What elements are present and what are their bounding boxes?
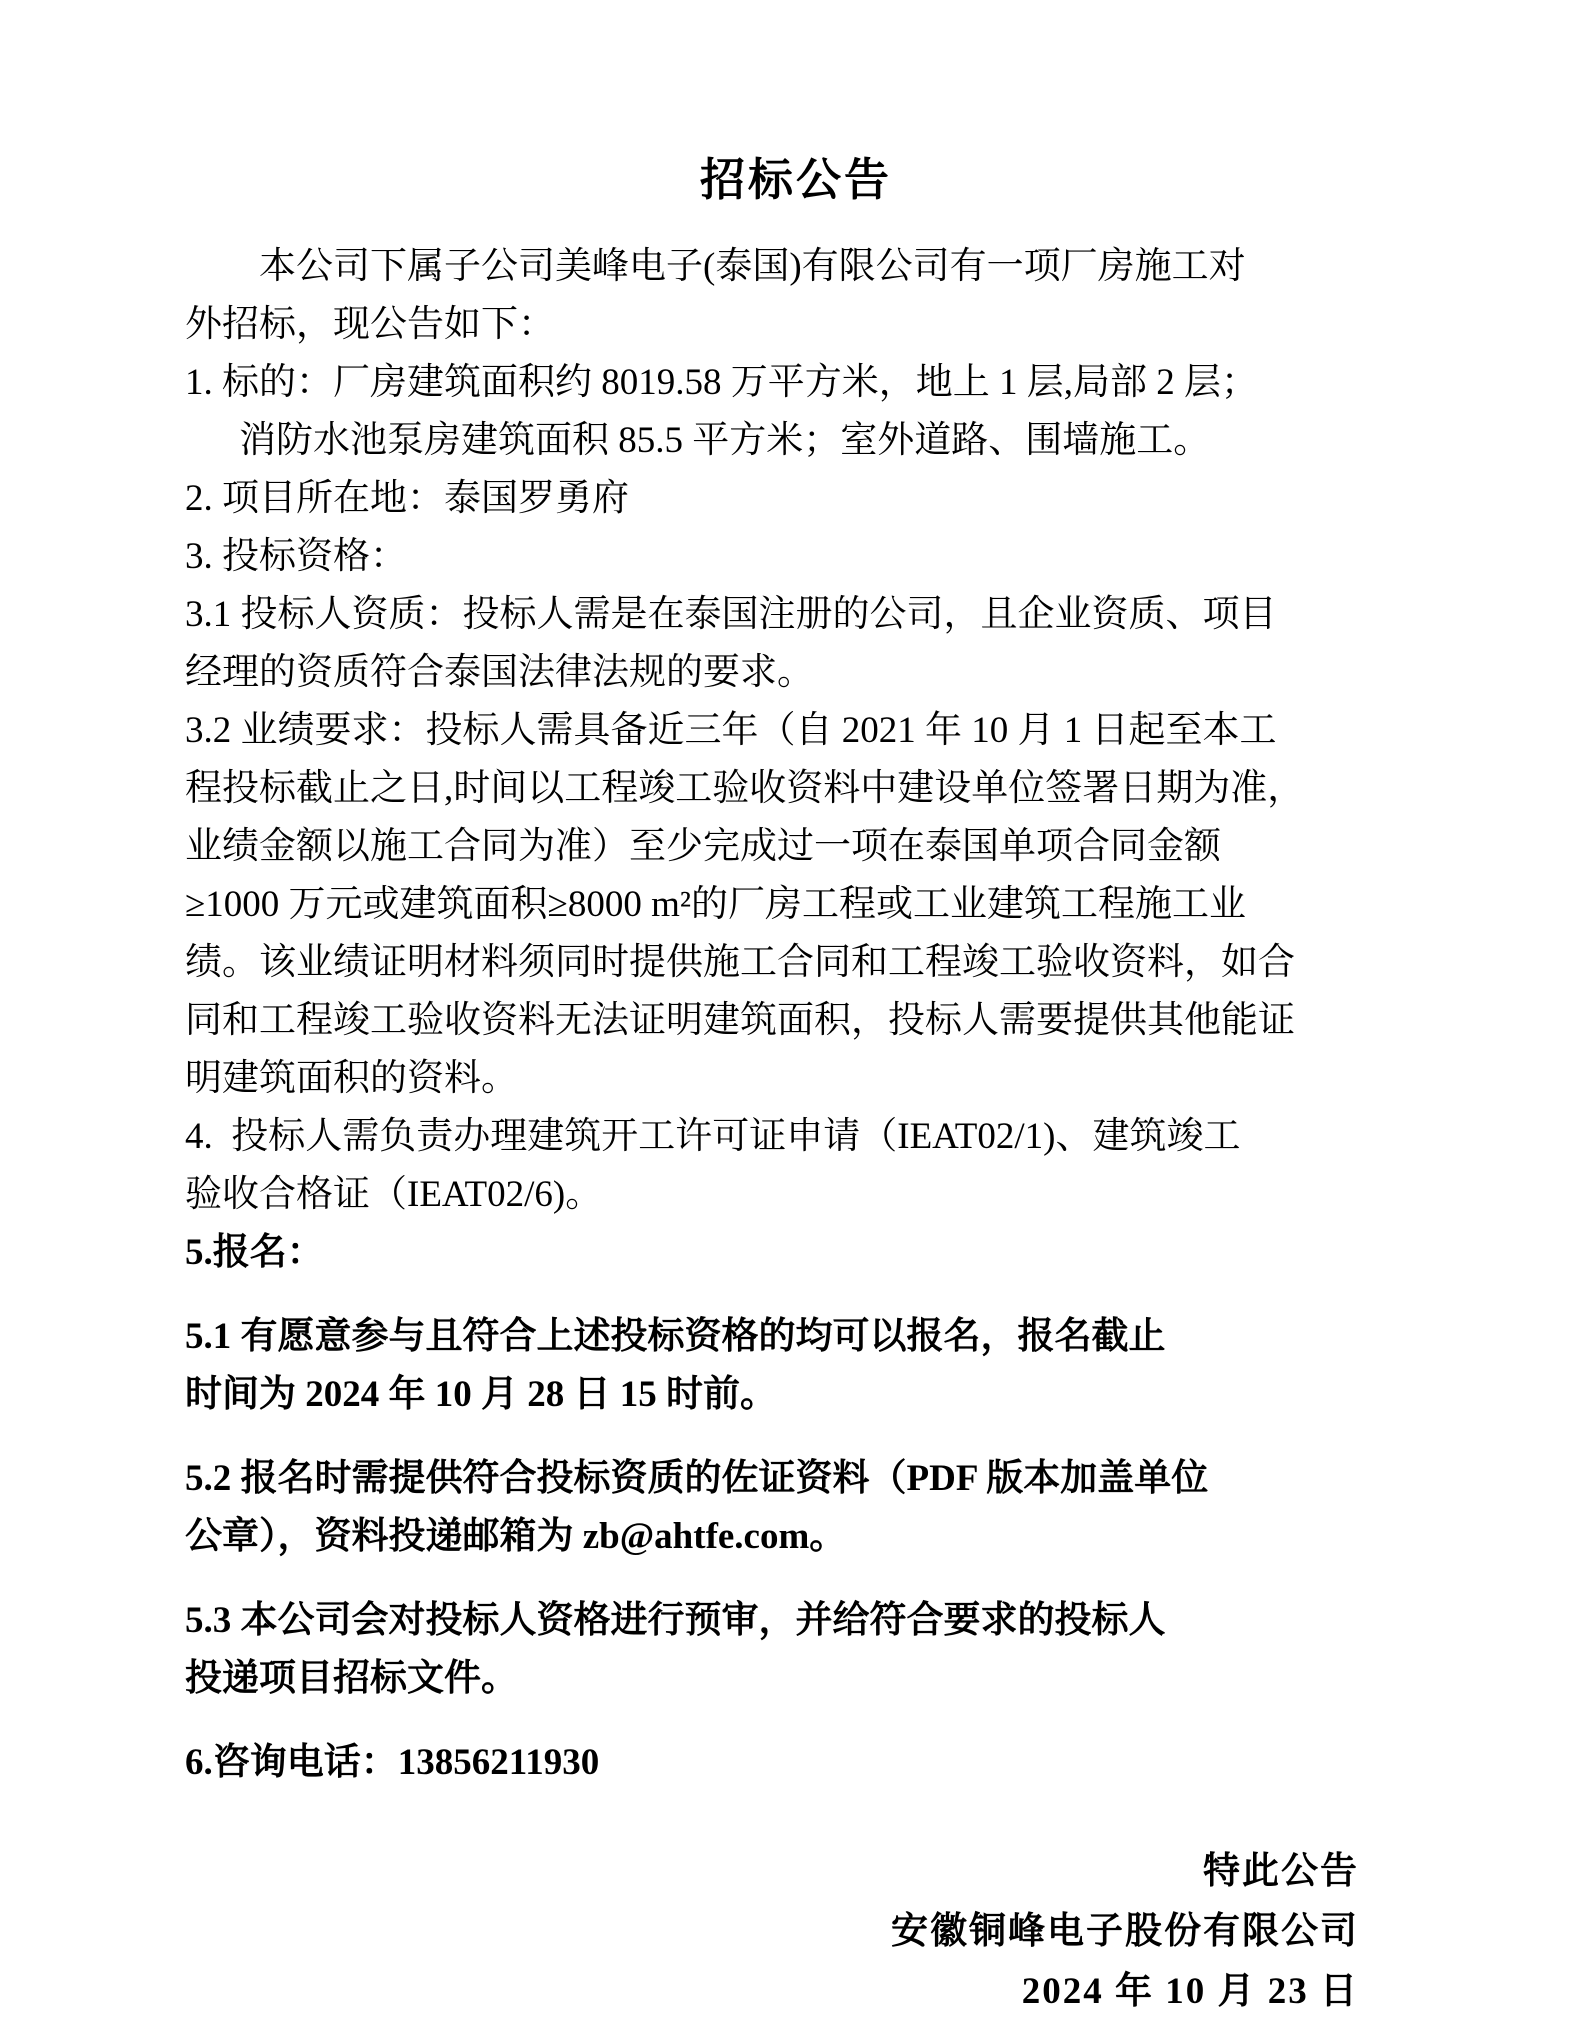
document-title: 招标公告: [699, 155, 892, 205]
item-6-line-1: 6.咨询电话：13856211930: [185, 1742, 600, 1783]
item-3-2-line-6: 同和工程竣工验收资料无法证明建筑面积，投标人需要提供其他能证: [185, 1000, 1295, 1041]
item-5-3-prequalification: [185, 1592, 1407, 1708]
item-3-qualification-heading: [185, 528, 1407, 586]
item-3-2-performance-requirement: [185, 702, 1407, 1108]
item-3-1-bidder-qualification: [185, 586, 1407, 702]
intro-line-1: 本公司下属子公司美峰电子(泰国)有限公司有一项厂房施工对: [259, 246, 1246, 287]
item-5-2-line-2: 公章），资料投递邮箱为 zb@ahtfe.com。: [185, 1516, 847, 1557]
item-5-1-registration-deadline: [185, 1308, 1407, 1424]
item-3-2-line-3: 业绩金额以施工合同为准）至少完成过一项在泰国单项合同金额: [185, 826, 1221, 867]
closing-company-name: 安徽铜峰电子股份有限公司: [891, 1911, 1359, 1952]
item-2-location: [185, 470, 1407, 528]
item-3-line-1: 3. 投标资格：: [185, 536, 407, 577]
item-4-line-2: 验收合格证（IEAT02/6)。: [185, 1174, 603, 1215]
item-5-3-line-1: 5.3 本公司会对投标人资格进行预审，并给符合要求的投标人: [185, 1600, 1166, 1641]
intro-line-2: 外招标，现公告如下：: [185, 304, 555, 345]
item-3-2-line-2: 程投标截止之日,时间以工程竣工验收资料中建设单位签署日期为准，: [185, 768, 1305, 809]
item-5-1-line-1: 5.1 有愿意参与且符合上述投标资格的均可以报名，报名截止: [185, 1316, 1166, 1357]
item-5-3-line-2: 投递项目招标文件。: [185, 1658, 518, 1699]
intro-paragraph: [185, 238, 1407, 354]
item-1-subject: [185, 354, 1407, 470]
item-3-2-line-5: 绩。该业绩证明材料须同时提供施工合同和工程竣工验收资料，如合: [185, 942, 1295, 983]
closing-date: 2024 年 10 月 23 日: [1021, 1971, 1359, 2012]
item-2-line-1: 2. 项目所在地：泰国罗勇府: [185, 478, 629, 519]
item-6-contact-phone: [185, 1734, 1407, 1792]
closing-announcement-line: 特此公告: [1203, 1851, 1359, 1892]
item-3-2-line-1: 3.2 业绩要求：投标人需具备近三年（自 2021 年 10 月 1 日起至本工: [185, 710, 1277, 751]
item-4-permits: [185, 1108, 1407, 1224]
item-5-2-line-1: 5.2 报名时需提供符合投标资质的佐证资料（PDF 版本加盖单位: [185, 1458, 1209, 1499]
item-5-line-1: 5.报名：: [185, 1232, 324, 1273]
item-3-2-line-4: ≥1000 万元或建筑面积≥8000 m²的厂房工程或工业建筑工程施工业: [185, 884, 1246, 925]
item-1-line-2: 消防水池泵房建筑面积 85.5 平方米；室外道路、围墙施工。: [239, 420, 1211, 461]
item-1-line-1: 1. 标的：厂房建筑面积约 8019.58 万平方米，地上 1 层,局部 2 层；: [185, 362, 1258, 403]
item-4-line-1: 4. 投标人需负责办理建筑开工许可证申请（IEAT02/1)、建筑竣工: [185, 1116, 1241, 1157]
closing-block: [185, 1842, 1407, 2022]
item-3-2-line-7: 明建筑面积的资料。: [185, 1058, 518, 1099]
item-5-2-submission-email: [185, 1450, 1407, 1566]
item-3-1-line-2: 经理的资质符合泰国法律法规的要求。: [185, 652, 814, 693]
item-5-registration-heading: [185, 1224, 1407, 1282]
item-5-1-line-2: 时间为 2024 年 10 月 28 日 15 时前。: [185, 1374, 777, 1415]
item-3-1-line-1: 3.1 投标人资质：投标人需是在泰国注册的公司，且企业资质、项目: [185, 594, 1277, 635]
